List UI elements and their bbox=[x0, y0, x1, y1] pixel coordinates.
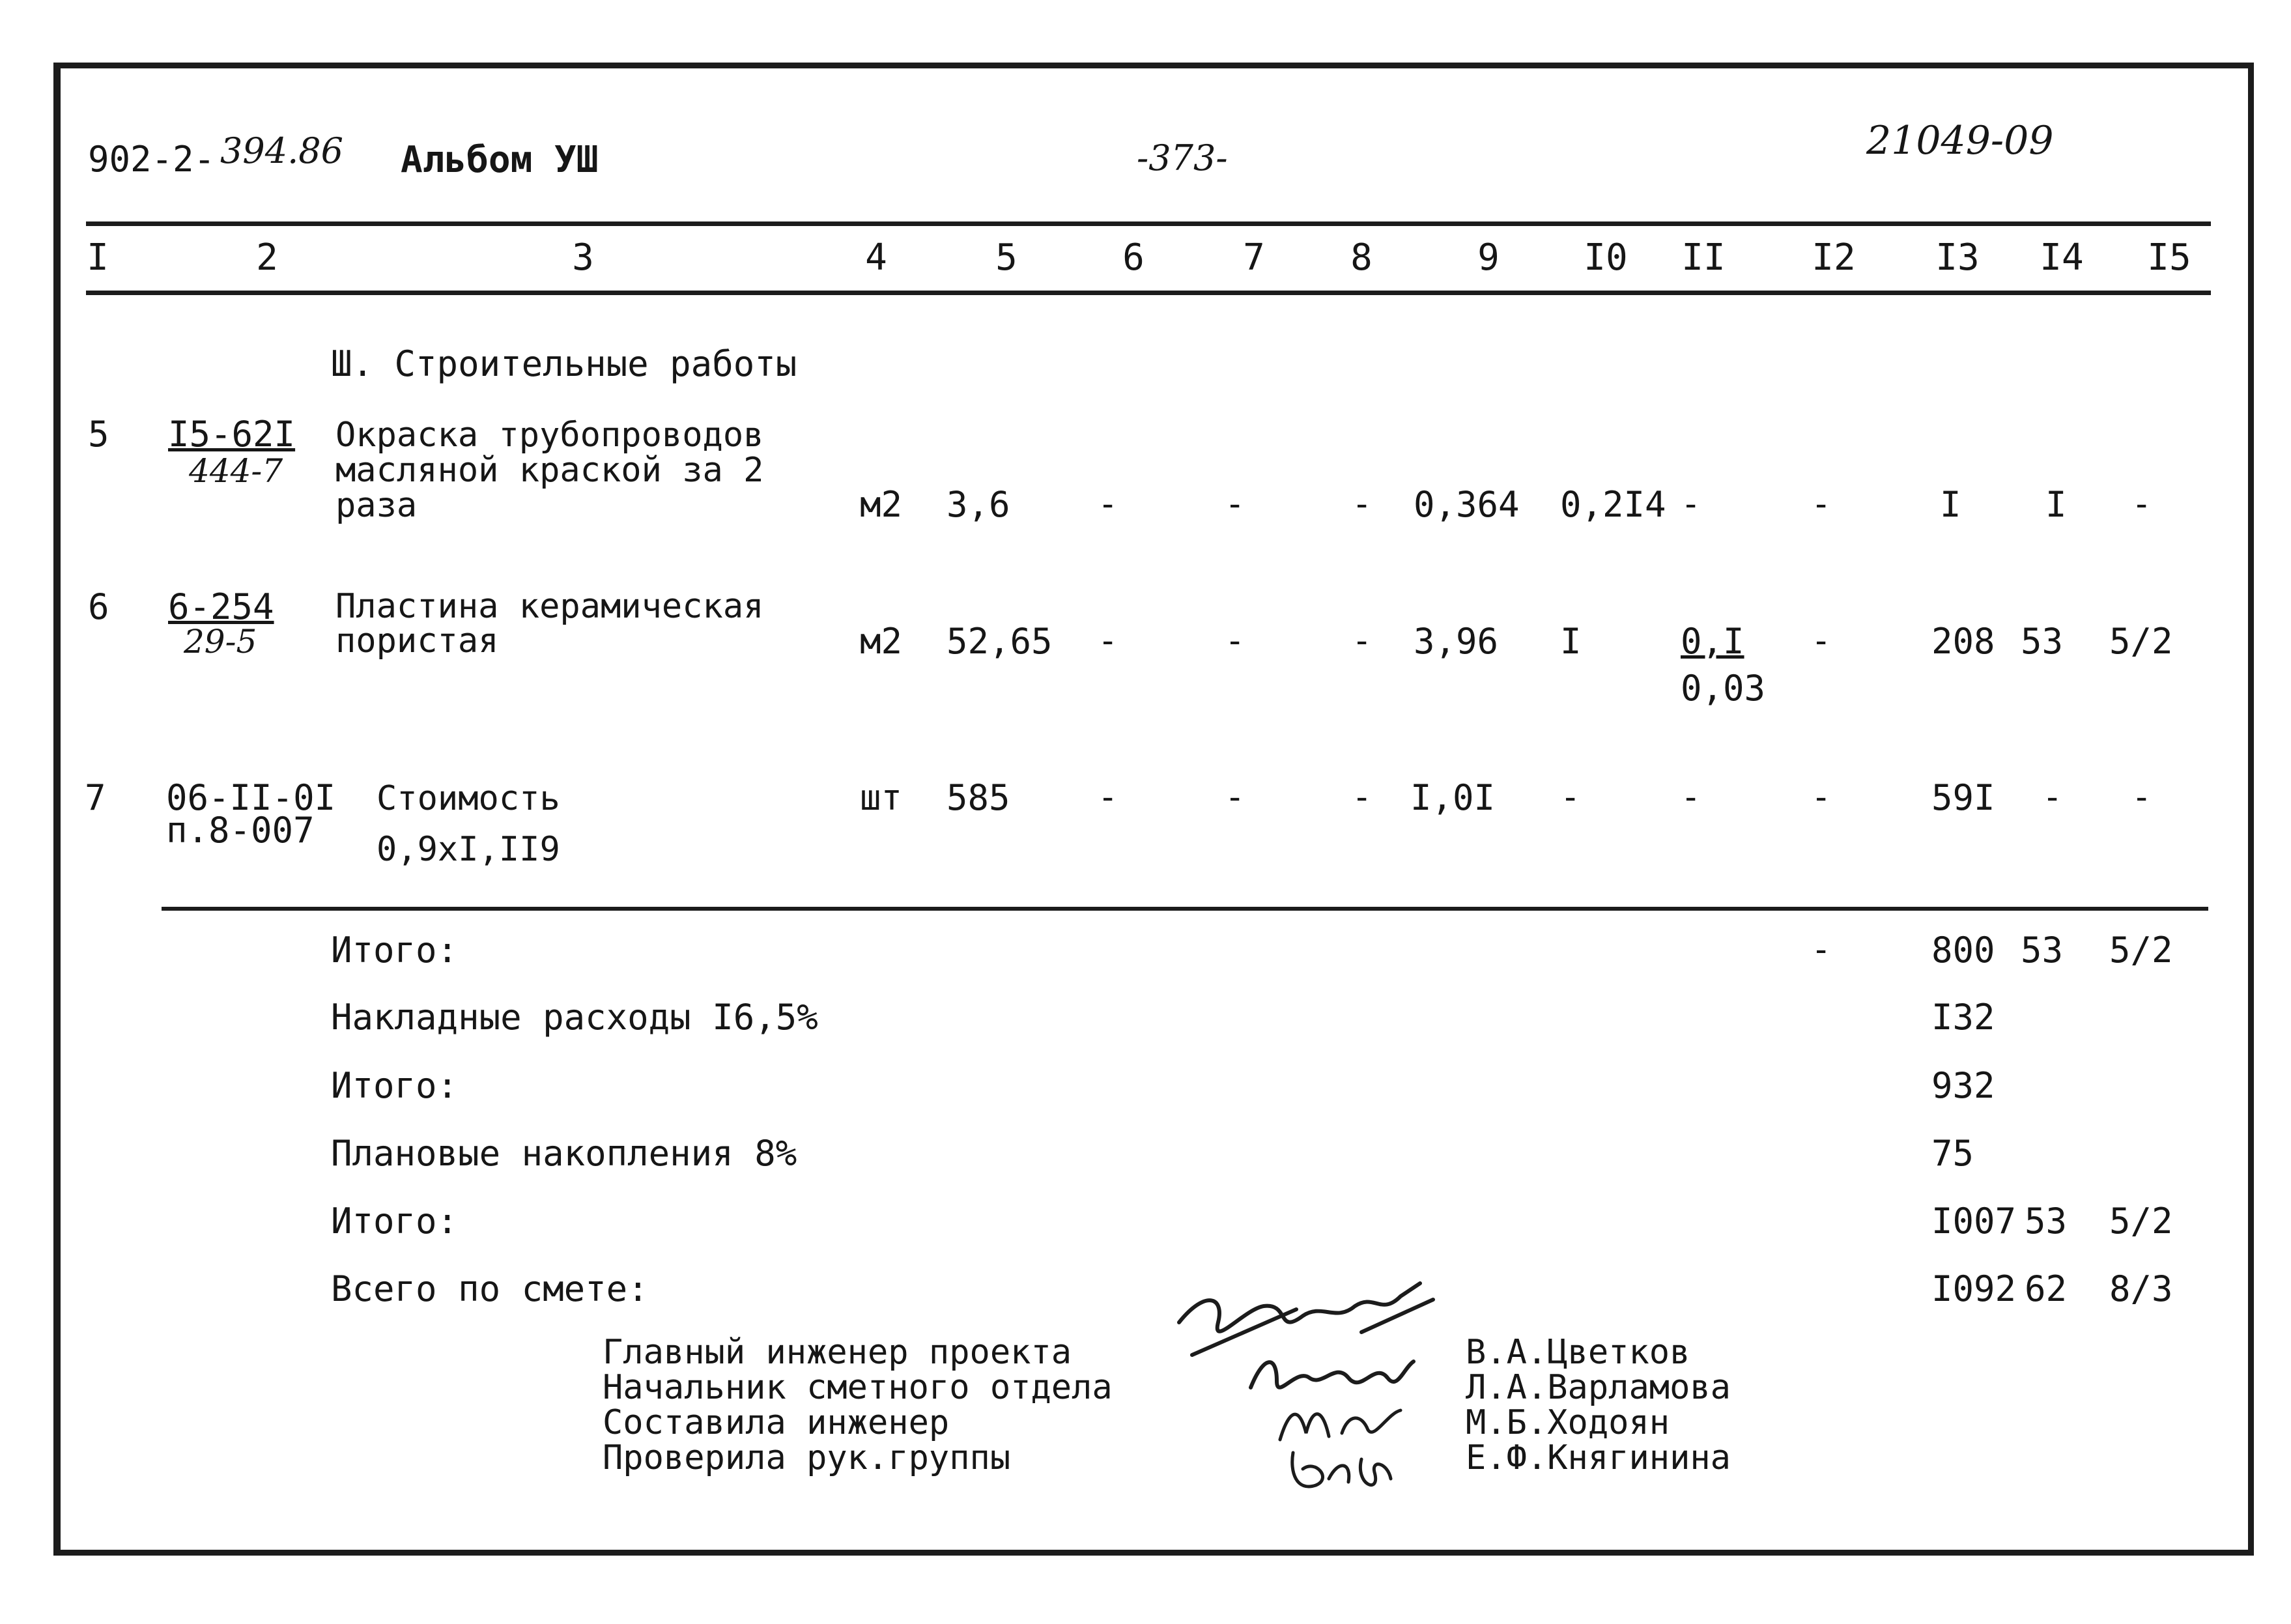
quantity: 3,6 bbox=[946, 484, 1010, 525]
cell-col9: 3,96 bbox=[1414, 621, 1499, 662]
col-header-4: 4 bbox=[865, 236, 887, 279]
total-label: Накладные расходы I6,5% bbox=[331, 997, 818, 1038]
col-header-8: 8 bbox=[1350, 236, 1373, 279]
signer-name: Е.Ф.Княгинина bbox=[1466, 1438, 1731, 1477]
signer-role: Проверила рук.группы bbox=[603, 1438, 1011, 1477]
table-row-number: 6 bbox=[88, 586, 109, 627]
item-name-line: Пластина керамическая bbox=[335, 587, 764, 626]
signer-role: Составила инженер bbox=[603, 1403, 950, 1442]
cell-col13: 208 bbox=[1931, 621, 1995, 662]
grand-total-label: Всего по смете: bbox=[331, 1268, 649, 1309]
cell-col15: - bbox=[2131, 485, 2152, 524]
rate-code: I5-62I bbox=[168, 414, 296, 455]
total-col13: 75 bbox=[1931, 1133, 1974, 1174]
item-name-line: раза bbox=[335, 486, 418, 525]
table-row-number: 5 bbox=[88, 414, 109, 455]
total-label: Итого: bbox=[331, 930, 459, 971]
cell-col11: 0,I bbox=[1681, 621, 1744, 662]
cell-col13: 59I bbox=[1931, 777, 1995, 818]
cell-col8: - bbox=[1352, 621, 1373, 661]
cell-col10: - bbox=[1560, 778, 1581, 817]
cell-col10: I bbox=[1560, 621, 1582, 662]
header-rule-top bbox=[86, 221, 2211, 226]
total-col15: 5/2 bbox=[2109, 930, 2173, 971]
cell-col9: 0,364 bbox=[1414, 484, 1520, 525]
col-header-6: 6 bbox=[1122, 236, 1145, 279]
item-name-line: 0,9хI,II9 bbox=[377, 830, 560, 869]
signer-name: М.Б.Ходоян bbox=[1466, 1403, 1670, 1442]
unit: шт bbox=[860, 777, 903, 818]
item-name-line: Окраска трубопроводов bbox=[335, 416, 764, 455]
signer-name: В.А.Цветков bbox=[1466, 1333, 1690, 1372]
cell-col8: - bbox=[1352, 778, 1373, 817]
col-header-9: 9 bbox=[1477, 236, 1500, 279]
project-code: 902-2- bbox=[88, 139, 216, 180]
total-label: Итого: bbox=[331, 1065, 459, 1106]
rate-code-handwritten: 29-5 bbox=[184, 623, 257, 661]
cell-col7: - bbox=[1225, 778, 1245, 817]
cell-col14: - bbox=[2042, 778, 2063, 817]
signer-role: Начальник сметного отдела bbox=[603, 1368, 1113, 1407]
quantity: 585 bbox=[946, 777, 1010, 818]
col-header-15: I5 bbox=[2147, 236, 2191, 279]
header-rule-bottom bbox=[86, 291, 2211, 295]
cell-col14: I bbox=[2045, 484, 2067, 525]
cell-col6: - bbox=[1098, 778, 1118, 817]
col-header-5: 5 bbox=[995, 236, 1017, 279]
project-code-handwritten: 394.86 bbox=[220, 130, 343, 171]
col-header-12: I2 bbox=[1812, 236, 1856, 279]
cell-col12: - bbox=[1811, 621, 1832, 661]
cell-col15: 5/2 bbox=[2109, 621, 2173, 662]
total-col13: I32 bbox=[1931, 997, 1995, 1038]
cell-col10: 0,2I4 bbox=[1560, 484, 1666, 525]
total-col13: I007 bbox=[1931, 1201, 2017, 1242]
cell-col12: - bbox=[1811, 485, 1832, 524]
total-col14: 53 bbox=[2021, 930, 2064, 971]
cell-col11: - bbox=[1681, 778, 1701, 817]
col-header-1: I bbox=[87, 236, 109, 279]
cell-col14: 53 bbox=[2021, 621, 2064, 662]
rate-code: 06-II-0I bbox=[166, 777, 336, 818]
total-col12: - bbox=[1811, 930, 1832, 969]
section-title: Ш. Строительные работы bbox=[331, 343, 797, 384]
grand-total-col15: 8/3 bbox=[2109, 1268, 2173, 1309]
col-header-3: 3 bbox=[572, 236, 594, 279]
total-col14: 53 bbox=[2025, 1201, 2068, 1242]
col-header-7: 7 bbox=[1243, 236, 1265, 279]
cell-col7: - bbox=[1225, 485, 1245, 524]
total-col13: 800 bbox=[1931, 930, 1995, 971]
grand-total-col13: I092 bbox=[1931, 1268, 2017, 1309]
item-name-line: Стоимость bbox=[377, 779, 560, 818]
item-name-line: пористая bbox=[335, 621, 499, 661]
rate-code-handwritten: 444-7 bbox=[189, 452, 283, 490]
cell-col9: I,0I bbox=[1410, 777, 1496, 818]
cell-col13: I bbox=[1940, 484, 1961, 525]
unit: м2 bbox=[860, 621, 903, 662]
page-number: -373- bbox=[1137, 137, 1228, 178]
signature-checker bbox=[1277, 1433, 1401, 1505]
grand-total-col14: 62 bbox=[2025, 1268, 2068, 1309]
quantity: 52,65 bbox=[946, 621, 1053, 662]
table-row-number: 7 bbox=[85, 777, 106, 818]
col-header-13: I3 bbox=[1935, 236, 1980, 279]
totals-rule bbox=[162, 907, 2208, 911]
sheet-code: 21049-09 bbox=[1866, 118, 2054, 164]
cell-col8: - bbox=[1352, 485, 1373, 524]
col-header-10: I0 bbox=[1584, 236, 1628, 279]
cell-col15: - bbox=[2131, 778, 2152, 817]
total-col13: 932 bbox=[1931, 1065, 1995, 1106]
total-col15: 5/2 bbox=[2109, 1201, 2173, 1242]
total-label: Плановые накопления 8% bbox=[331, 1133, 797, 1174]
cell-col11-second: 0,03 bbox=[1681, 668, 1766, 709]
album-title: Альбом УШ bbox=[401, 139, 599, 181]
cell-col11: - bbox=[1681, 485, 1701, 524]
col-header-2: 2 bbox=[256, 236, 278, 279]
rate-code-second: п.8-007 bbox=[166, 810, 315, 851]
signer-name: Л.А.Варламова bbox=[1466, 1368, 1731, 1407]
rate-code: 6-254 bbox=[168, 586, 274, 627]
cell-col6: - bbox=[1098, 485, 1118, 524]
cell-col6: - bbox=[1098, 621, 1118, 661]
cell-col12: - bbox=[1811, 778, 1832, 817]
unit: м2 bbox=[860, 484, 903, 525]
col-header-14: I4 bbox=[2040, 236, 2084, 279]
total-label: Итого: bbox=[331, 1201, 459, 1242]
cell-col7: - bbox=[1225, 621, 1245, 661]
item-name-line: масляной краской за 2 bbox=[335, 451, 764, 490]
col-header-11: II bbox=[1681, 236, 1726, 279]
signer-role: Главный инженер проекта bbox=[603, 1333, 1072, 1372]
